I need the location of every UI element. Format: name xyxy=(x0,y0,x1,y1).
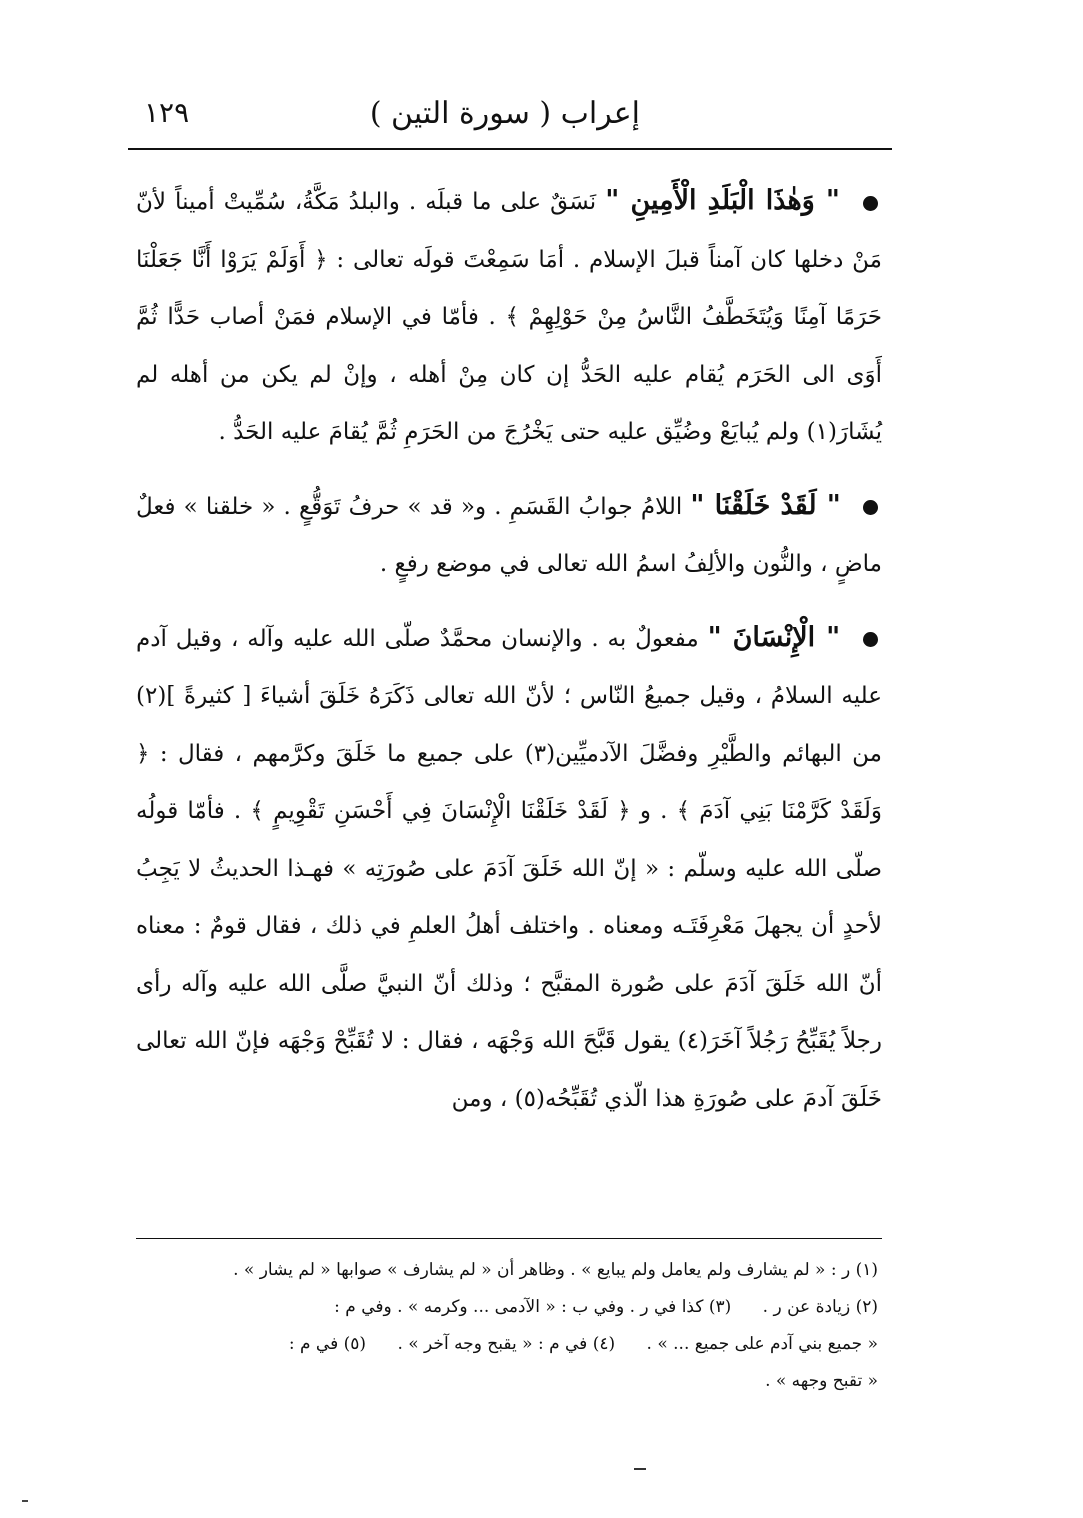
paragraph-1 xyxy=(136,172,882,462)
paragraph-text: مفعولٌ به . والإنسان محمَّدٌ صلّى الله عليه وآله ، وقيل آدم عليه السلامُ ، وقيل جميعُ النّاس ؛ لأنّ الله تعالى ذَكَرَهُ خَلَقَ أشياءَ [ كثيرةً ](٢) من البهائم والطَّيْرِ وفضَّلَ الآدميِّين(٣) على جميع ما خَلَقَ وكرَّمهم ، فقال : ﴿ وَلَقَدْ كَرَّمْنَا بَنِي آدَمَ ﴾ . و ﴿ لَقَدْ خَلَقْنَا الْإِنْسَانَ فِي أَحْسَنِ تَقْوِيمٍ ﴾ . فأمّا قولُه صلّى الله عليه وسلّم : « إنّ الله خَلَقَ آدَمَ على صُورَتِه » فهـذا الحديثُ لا يَجِبُ لأحدٍ أن يجهلَ مَعْرِفَتَـه ومعناه . واختلف أهلُ العلمِ في ذلك ، فقال قومٌ : معناه أنّ الله خَلَقَ آدَمَ على صُورة المقبَّح ؛ وذلك أنّ النبيَّ صلَّى الله عليه وآله رأى رجلاً يُقَبِّحُ رَجُلاً آخَرَ(٤) يقول قَبَّحَ الله وَجْهَه ، فقال : لا تُقَبِّحْ وَجْهَه فإنّ الله تعالى خَلَقَ آدمَ على صُورَةِ هذا الّذي تُقَبِّحُه(٥) ، ومن xyxy=(136,625,883,1112)
footnote-2: (٢) زيادة عن ر . xyxy=(762,1297,878,1317)
page-header xyxy=(130,92,892,140)
footnotes xyxy=(140,1252,878,1400)
paragraph-text: نَسَقٌ على ما قبلَه . والبلدُ مَكَّةُ، سُمِّيتْ أميناً لأنّ مَنْ دخلها كان آمناً قبلَ الإسلام . أمَا سَمِعْتَ قولَه تعالى : ﴿ أَوَلَمْ يَرَوْا أَنَّا جَعَلْنَا حَرَمًا آمِنًا وَيُتَخَطَّفُ النَّاسُ مِنْ حَوْلِهِمْ ﴾ . فأمّا في الإسلام فمَنْ أصاب حَدًّا ثُمَّ أَوَى الى الحَرَم يُقام عليه الحَدُّ إن كان مِنْ أهله ، وإنْ لم يكن من أهله لم يُشَارَ(١) ولم يُبايَعْ وضُيِّق عليه حتى يَخْرُجَ من الحَرَمِ ثُمَّ يُقامَ عليه الحَدُّ . xyxy=(136,189,882,445)
footnote-3: (٣) كذا في ر . وفي ب : « الآدمى ... وكرمه » . وفي م : xyxy=(334,1297,732,1317)
footnote-row-2 xyxy=(140,1289,878,1326)
footnote-3-continued: « جميع بني آدم على جميع ... » . xyxy=(646,1334,878,1354)
footnote-rule xyxy=(136,1238,882,1239)
paragraph-keyword: " وَهٰذَا الْبَلَدِ الْأَمِينِ " xyxy=(605,185,840,216)
paragraph-3 xyxy=(136,609,882,1129)
footnote-4: (٤) في م : « يقبح وجه آخر » . xyxy=(397,1334,616,1354)
header-rule xyxy=(128,148,892,150)
bullet-icon xyxy=(863,196,878,211)
main-text xyxy=(136,172,882,1128)
page-mark xyxy=(634,1468,646,1470)
footnote-5: (٥) في م : xyxy=(288,1334,367,1354)
paragraph-text: اللامُ جوابُ القَسَمِ . و« قد » حرفُ تَوَقُّعٍ . « خلقنا » فعلٌ ماضٍ ، والنُّون والألِفُ اسمُ الله تعالى في موضع رفعٍ . xyxy=(136,493,882,577)
bullet-icon xyxy=(863,500,878,515)
paragraph-keyword: " لَقَدْ خَلَقْنَا " xyxy=(690,489,841,521)
running-title: إعراب ( سورة التين ) xyxy=(369,96,640,131)
bullet-icon xyxy=(863,632,878,647)
paragraph-keyword: " الْإِنْسَانَ " xyxy=(707,621,841,653)
page-number: ١٢٩ xyxy=(144,96,190,129)
footnote-5-continued: « تقبح وجهه » . xyxy=(765,1371,878,1391)
footnote-row-3 xyxy=(140,1326,878,1363)
scan-speck xyxy=(22,1500,28,1502)
footnote-1: (١) ر : « لم يشارف ولم يعامل ولم يبايع » . وظاهر أن « لم يشارف » صوابها « لم يشار » . xyxy=(233,1260,878,1280)
paragraph-2 xyxy=(136,477,882,594)
